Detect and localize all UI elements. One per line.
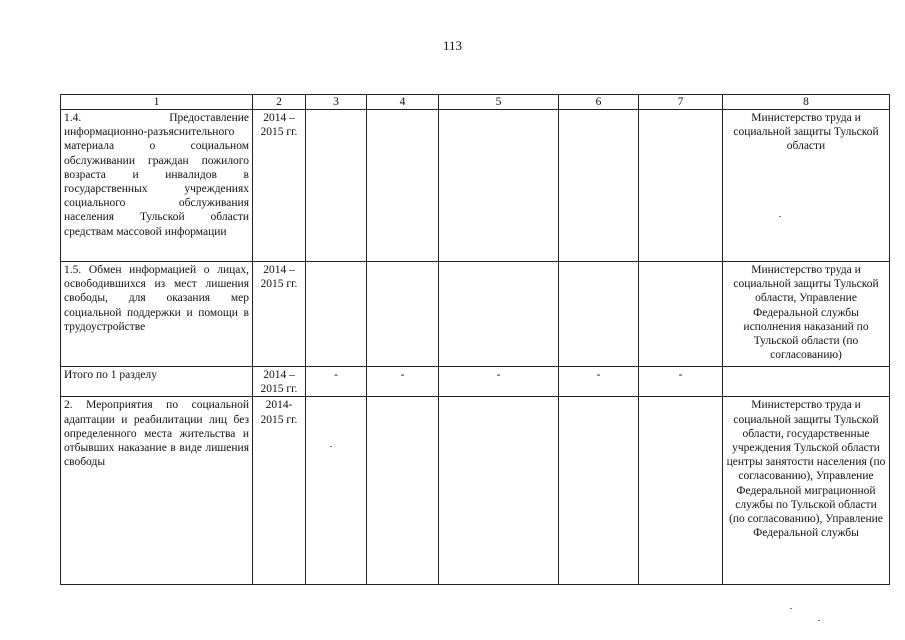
value-cell xyxy=(306,110,367,262)
value-cell xyxy=(639,110,723,262)
table-row xyxy=(61,262,890,367)
value-cell xyxy=(639,397,723,585)
value-cell xyxy=(306,397,367,585)
value-cell xyxy=(367,262,439,367)
table-row xyxy=(61,110,890,262)
column-header-2: 2 xyxy=(253,95,306,110)
value-cell xyxy=(367,110,439,262)
value-cell: - xyxy=(439,367,559,397)
period-cell: 2014-2015 гг. xyxy=(253,397,306,585)
scan-speck xyxy=(330,446,332,447)
period-cell: 2014 – 2015 гг. xyxy=(253,367,306,397)
column-header-5: 5 xyxy=(439,95,559,110)
measure-cell: 2. Мероприятия по социальной адаптации и реабилитации лиц без определенного места жительства и отбывших наказание в виде лишения свободы xyxy=(61,397,253,585)
table-row xyxy=(61,367,890,397)
value-cell: - xyxy=(367,367,439,397)
scan-speck xyxy=(790,608,792,609)
measure-cell: 1.5. Обмен информацией о лицах, освободившихся из мест лишения свободы, для оказания мер социальной поддержки и помощи в трудоустройстве xyxy=(61,262,253,367)
column-header-7: 7 xyxy=(639,95,723,110)
value-cell xyxy=(559,110,639,262)
column-header-4: 4 xyxy=(367,95,439,110)
page-number: 113 xyxy=(442,38,463,53)
column-header-6: 6 xyxy=(559,95,639,110)
table-row xyxy=(61,397,890,585)
measure-cell: 1.4. Предоставление информационно-разъяснительного материала о социальном обслуживании граждан пожилого возраста и инвалидов в государственных учреждениях социального обслуживания населения Тульской области средствам массовой информации xyxy=(61,110,253,262)
executor-cell: Министерство труда и социальной защиты Тульской области, Управление Федеральной службы исполнения наказаний по Тульской области (по согласованию) xyxy=(723,262,890,367)
value-cell xyxy=(559,397,639,585)
value-cell xyxy=(439,397,559,585)
executor-cell xyxy=(723,367,890,397)
value-cell xyxy=(439,110,559,262)
value-cell xyxy=(439,262,559,367)
period-cell: 2014 – 2015 гг. xyxy=(253,262,306,367)
column-header-3: 3 xyxy=(306,95,367,110)
value-cell: - xyxy=(559,367,639,397)
scan-speck xyxy=(779,216,781,217)
executor-cell: Министерство труда и социальной защиты Тульской области xyxy=(723,110,890,262)
period-cell: 2014 – 2015 гг. xyxy=(253,110,306,262)
measure-cell: Итого по 1 разделу xyxy=(61,367,253,397)
plan-table xyxy=(60,94,890,585)
executor-cell: Министерство труда и социальной защиты Тульской области, государственные учреждения Тульской области центры занятости населения (по согласованию), Управление Федеральной миграционной службы по Тульской области (по согласованию), Управление Федеральной службы xyxy=(723,397,890,585)
scan-speck xyxy=(818,620,820,621)
header-row xyxy=(61,95,890,110)
value-cell: - xyxy=(306,367,367,397)
value-cell xyxy=(306,262,367,367)
value-cell: - xyxy=(639,367,723,397)
column-header-8: 8 xyxy=(723,95,890,110)
column-header-1: 1 xyxy=(61,95,253,110)
value-cell xyxy=(639,262,723,367)
value-cell xyxy=(367,397,439,585)
value-cell xyxy=(559,262,639,367)
